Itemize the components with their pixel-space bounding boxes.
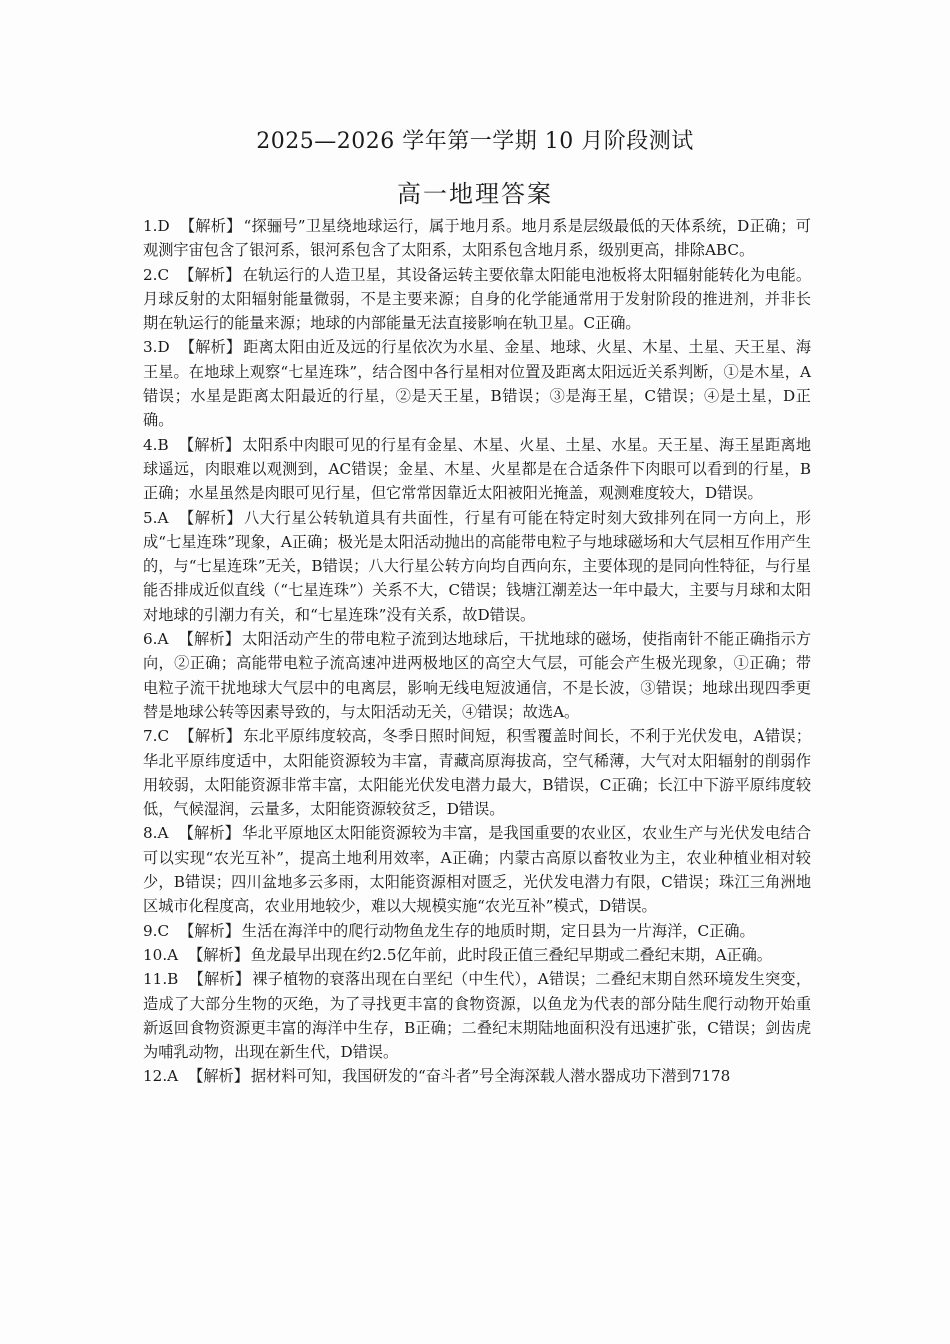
answer-item — [143, 919, 811, 943]
answer-number: 12.A — [143, 1067, 179, 1086]
answer-item — [143, 821, 811, 918]
page-subtitle: 高一地理答案 — [397, 180, 553, 208]
answer-number: 5.A — [143, 508, 169, 527]
answer-item — [143, 967, 811, 1064]
answer-number: 6.A — [143, 630, 169, 649]
analysis-tag: 【解析】 — [178, 630, 241, 649]
answer-text: 裸子植物的衰落出现在白垩纪（中生代），A错误；二叠纪末期自然环境发生突变，造成了大部分生物的灭绝，为了寻找更丰富的食物资源，以鱼龙为代表的部分陆生爬行动物开始重新返回食物资源更丰富的海洋中生存，B正确；二叠纪末期陆地面积没有迅速扩张，C错误；剑齿虎为哺乳动物，出现在新生代，D错误。 — [143, 970, 812, 1062]
answer-item — [143, 943, 811, 967]
answer-number: 10.A — [143, 945, 179, 964]
answer-text: 太阳系中肉眼可见的行星有金星、木星、火星、土星、水星。天王星、海王星距离地球遥远，肉眼难以观测到，AC错误；金星、木星、火星都是在合适条件下肉眼可以看到的行星，B正确；水星虽然是肉眼可见行星，但它常常因靠近太阳被阳光掩盖，观测难度较大，D错误。 — [143, 435, 812, 503]
analysis-tag: 【解析】 — [178, 508, 243, 527]
answer-text: 距离太阳由近及远的行星依次为水星、金星、地球、火星、木星、土星、天王星、海王星。在地球上观察“七星连珠”，结合图中各行星相对位置及距离太阳远近关系判断，①是木星，A错误；水星是距离太阳最近的行星，②是天王星，B错误；③是海王星，C错误；④是土星，D正确。 — [143, 338, 812, 430]
answer-text: 华北平原地区太阳能资源较为丰富，是我国重要的农业区，农业生产与光伏发电结合可以实现“农光互补”，提高土地利用效率，A正确；内蒙古高原以畜牧业为主，农业种植业相对较少，B错误；四川盆地多云多雨，太阳能资源相对匮乏，光伏发电潜力有限，C错误；珠江三角洲地区城市化程度高，农业用地较少，难以大规模实施“农光互补”模式，D错误。 — [143, 824, 812, 916]
answer-text: “探骊号”卫星绕地球运行，属于地月系。地月系是层级最低的天体系统，D正确；可观测宇宙包含了银河系，银河系包含了太阳系，太阳系包含地月系，级别更高，排除ABC。 — [143, 217, 811, 260]
answer-number: 1.D — [143, 217, 170, 235]
analysis-tag: 【解析】 — [188, 945, 249, 964]
analysis-tag: 【解析】 — [178, 435, 241, 454]
analysis-tag: 【解析】 — [179, 921, 240, 940]
answer-item — [143, 335, 811, 432]
analysis-tag: 【解析】 — [188, 970, 251, 989]
analysis-tag: 【解析】 — [179, 338, 242, 357]
answer-text: 在轨运行的人造卫星，其设备运转主要依靠太阳能电池板将太阳辐射能转化为电能。月球反射的太阳辐射能量微弱，不是主要来源；自身的化学能通常用于发射阶段的推进剂，并非长期在轨运行的能量来源；地球的内部能量无法直接影响在轨卫星。C正确。 — [143, 265, 812, 333]
answer-item — [143, 214, 811, 263]
page-title: 2025—2026 学年第一学期 10 月阶段测试 — [256, 129, 694, 154]
answer-item — [143, 1064, 811, 1088]
answer-number: 3.D — [143, 338, 170, 357]
analysis-tag: 【解析】 — [179, 265, 241, 284]
answer-item — [143, 506, 811, 627]
answer-text: 东北平原纬度较高，冬季日照时间短，积雪覆盖时间长，不利于光伏发电，A错误；华北平原纬度适中，太阳能资源较为丰富，青藏高原海拔高，空气稀薄，大气对太阳辐射的削弱作用较弱，太阳能资源非常丰富，太阳能光伏发电潜力最大，B错误，C正确；长江中下游平原纬度较低，气候湿润，云量多，太阳能资源较贫乏，D错误。 — [143, 727, 812, 819]
answer-item — [143, 263, 811, 336]
analysis-tag: 【解析】 — [179, 217, 242, 235]
analysis-tag: 【解析】 — [179, 727, 242, 746]
answer-item — [143, 627, 811, 724]
answer-text: 八大行星公转轨道具有共面性，行星有可能在特定时刻大致排列在同一方向上，形成“七星连珠”现象，A正确；极光是太阳活动抛出的高能带电粒子与地球磁场和大气层相互作用产生的，与“七星连珠”无关，B错误；八大行星公转方向均自西向东，主要体现的是同向性特征，与行星能否排成近似直线（“七星连珠”）关系不大，C错误；钱塘江潮差达一年中最大，主要与月球和太阳对地球的引潮力有关，和“七星连珠”没有关系，故D错误。 — [143, 508, 812, 624]
answer-number: 4.B — [143, 435, 169, 454]
answer-text: 鱼龙最早出现在约2.5亿年前，此时段正值三叠纪早期或二叠纪末期，A正确。 — [250, 945, 772, 964]
analysis-tag: 【解析】 — [188, 1067, 249, 1086]
analysis-tag: 【解析】 — [178, 824, 241, 843]
answer-number: 11.B — [143, 970, 179, 989]
answer-number: 8.A — [143, 824, 169, 843]
answer-number: 7.C — [143, 727, 170, 746]
answer-number: 9.C — [143, 921, 170, 940]
answer-text: 生活在海洋中的爬行动物鱼龙生存的地质时期，定日县为一片海洋，C正确。 — [241, 921, 755, 940]
answer-item — [143, 724, 811, 821]
answer-list — [143, 214, 811, 1089]
answer-text: 据材料可知，我国研发的“奋斗者”号全海深载人潜水器成功下潜到7178 — [250, 1067, 731, 1086]
answer-item — [143, 433, 811, 506]
answer-text: 太阳活动产生的带电粒子流到达地球后，干扰地球的磁场，使指南针不能正确指示方向，②正确；高能带电粒子流高速冲进两极地区的高空大气层，可能会产生极光现象，①正确；带电粒子流干扰地球大气层中的电离层，影响无线电短波通信，不是长波，③错误；地球出现四季更替是地球公转等因素导致的，与太阳活动无关，④错误；故选A。 — [143, 630, 812, 721]
answer-number: 2.C — [143, 265, 170, 284]
